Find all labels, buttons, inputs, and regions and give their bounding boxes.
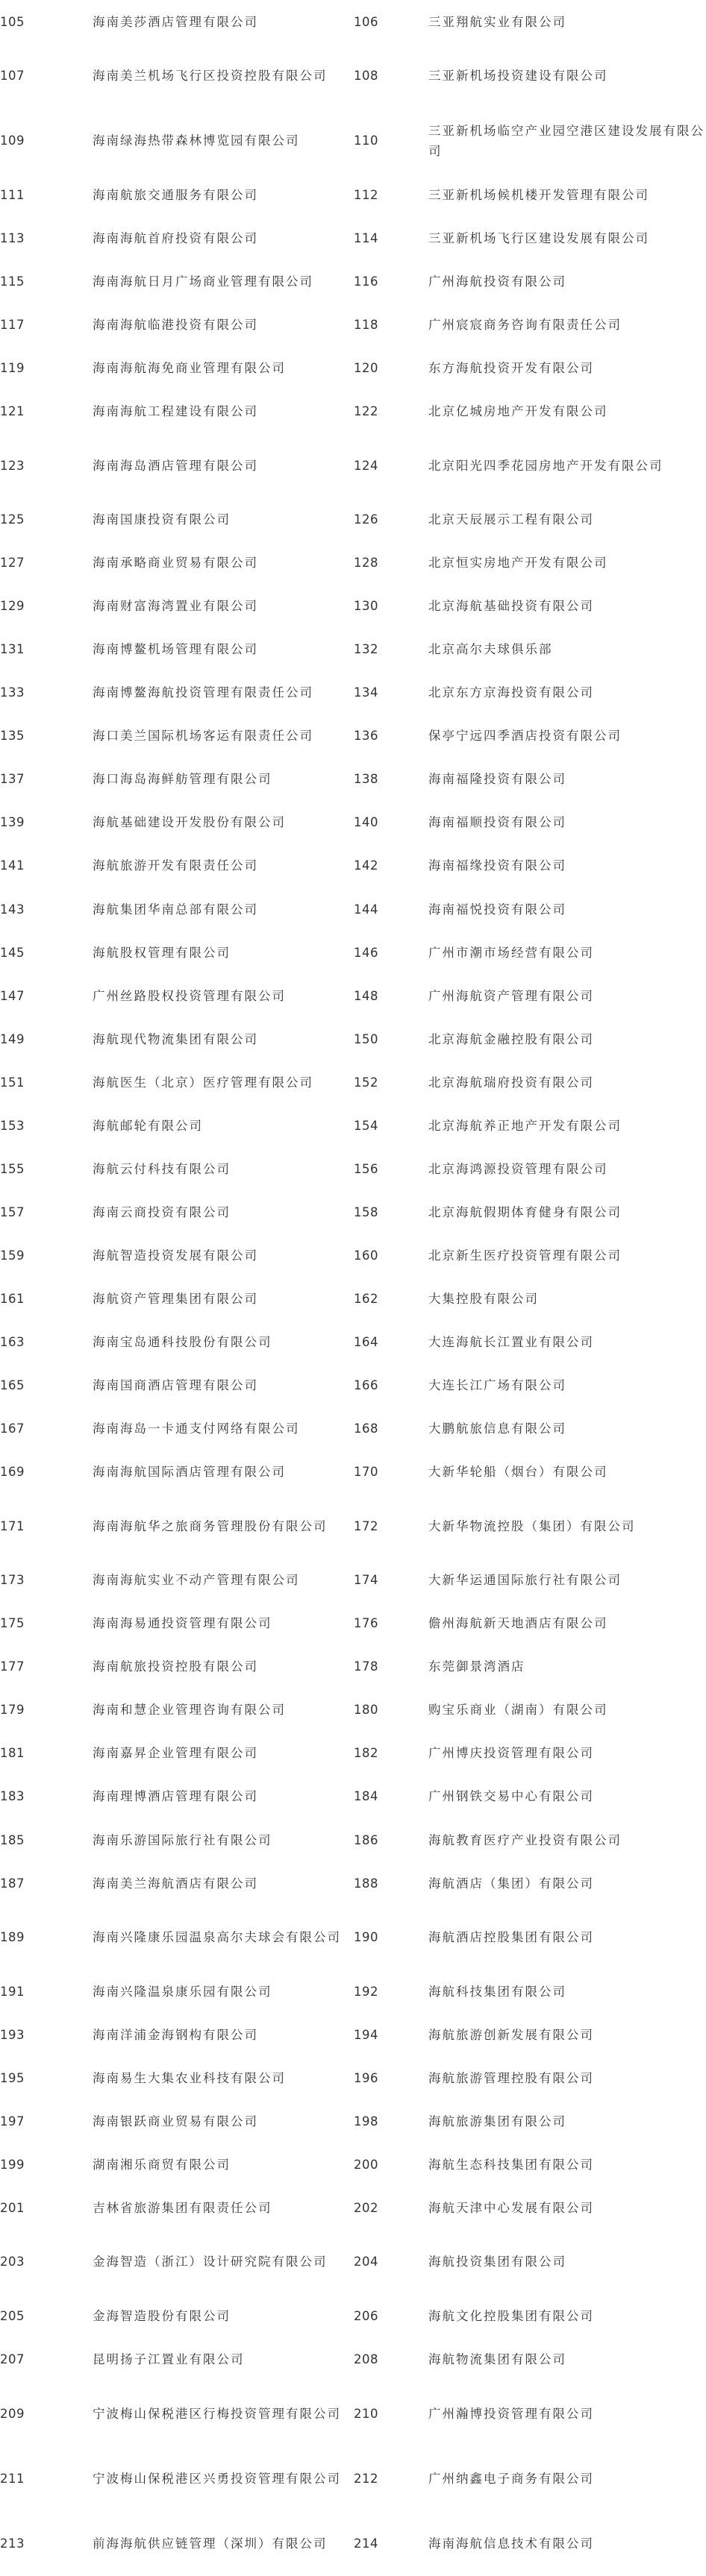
left-number: 105: [0, 14, 25, 29]
left-company-name: 广州丝路股权投资管理有限公司: [93, 988, 286, 1003]
left-number: 119: [0, 360, 25, 375]
table-row: [0, 2446, 706, 2511]
table-row: [0, 260, 706, 303]
table-row: [0, 2056, 706, 2099]
left-number: 111: [0, 187, 25, 202]
right-company-name: 海航生态科技集团有限公司: [428, 2157, 594, 2172]
right-number: 124: [354, 458, 378, 473]
left-company-name: 海南海航日月广场商业管理有限公司: [93, 274, 313, 289]
left-number: 137: [0, 772, 25, 787]
left-company-name: 海航医生（北京）医疗管理有限公司: [93, 1075, 313, 1090]
table-row: [0, 1559, 706, 1602]
table-row: [0, 1234, 706, 1277]
table-row: [0, 541, 706, 585]
left-number: 163: [0, 1334, 25, 1349]
right-number: 210: [354, 2406, 378, 2421]
left-number: 181: [0, 1746, 25, 1761]
table-row: [0, 0, 706, 43]
right-company-name: 北京海航瑞府投资有限公司: [428, 1075, 594, 1090]
table-row: [0, 216, 706, 260]
left-number: 169: [0, 1465, 25, 1480]
right-number: 142: [354, 858, 378, 873]
left-company-name: 海南绿海热带森林博览园有限公司: [93, 133, 300, 148]
right-number: 184: [354, 1789, 378, 1804]
right-number: 116: [354, 274, 378, 289]
left-company-name: 海南云商投资有限公司: [93, 1204, 231, 1219]
right-number: 146: [354, 945, 378, 960]
table-row: [0, 1688, 706, 1732]
table-row: [0, 346, 706, 389]
left-number: 187: [0, 1876, 25, 1891]
left-number: 107: [0, 69, 25, 84]
right-company-name: 海南福隆投资有限公司: [428, 772, 566, 787]
left-number: 147: [0, 988, 25, 1003]
right-number: 190: [354, 1930, 378, 1945]
left-company-name: 海南航旅投资控股有限公司: [93, 1659, 258, 1674]
table-row: [0, 1775, 706, 1818]
right-company-name: 海南福顺投资有限公司: [428, 815, 566, 830]
right-company-name: 海航旅游管理控股有限公司: [428, 2070, 594, 2085]
left-number: 183: [0, 1789, 25, 1804]
right-company-name: 三亚新机场飞行区建设发展有限公司: [428, 230, 649, 245]
left-company-name: 昆明扬子江置业有限公司: [93, 2352, 245, 2367]
table-row: [0, 1818, 706, 1862]
left-number: 117: [0, 317, 25, 332]
left-number: 203: [0, 2255, 25, 2269]
table-row: [0, 1645, 706, 1688]
right-number: 128: [354, 556, 378, 571]
table-row: [0, 1364, 706, 1407]
right-number: 152: [354, 1075, 378, 1090]
right-number: 148: [354, 988, 378, 1003]
right-number: 174: [354, 1573, 378, 1588]
table-row: [0, 43, 706, 108]
left-company-name: 海南海航国际酒店管理有限公司: [93, 1465, 286, 1480]
left-number: 159: [0, 1248, 25, 1263]
table-row: [0, 1407, 706, 1451]
right-number: 214: [354, 2536, 378, 2551]
right-number: 204: [354, 2255, 378, 2269]
right-company-name: 海航教育医疗产业投资有限公司: [428, 1832, 622, 1847]
right-company-name: 北京天辰展示工程有限公司: [428, 512, 594, 527]
left-company-name: 海南宝岛通科技股份有限公司: [93, 1334, 272, 1349]
left-company-name: 海航旅游开发有限责任公司: [93, 858, 258, 873]
right-company-name: 广州纳鑫电子商务有限公司: [428, 2471, 594, 2486]
right-company-name: 儋州海航新天地酒店有限公司: [428, 1616, 608, 1631]
left-company-name: 吉林省旅游集团有限责任公司: [93, 2200, 272, 2215]
left-company-name: 海航基础建设开发股份有限公司: [93, 815, 286, 830]
left-number: 145: [0, 945, 25, 960]
right-company-name: 大新华轮船（烟台）有限公司: [428, 1465, 608, 1480]
table-row: [0, 1602, 706, 1645]
left-number: 149: [0, 1031, 25, 1046]
left-number: 191: [0, 1984, 25, 1999]
left-number: 199: [0, 2157, 25, 2172]
left-company-name: 海航云付科技有限公司: [93, 1161, 231, 1176]
right-company-name: 大新华运通国际旅行社有限公司: [428, 1573, 622, 1588]
right-company-name: 海航科技集团有限公司: [428, 1984, 566, 1999]
right-company-name: 大连海航长江置业有限公司: [428, 1334, 594, 1349]
left-number: 205: [0, 2309, 25, 2324]
right-company-name: 广州海航资产管理有限公司: [428, 988, 594, 1003]
left-company-name: 海南博鳌海航投资管理有限责任公司: [93, 685, 313, 700]
right-company-name: 广州海航投资有限公司: [428, 274, 566, 289]
left-number: 185: [0, 1832, 25, 1847]
table-row: [0, 1970, 706, 2013]
right-number: 140: [354, 815, 378, 830]
right-company-name: 广州钢铁交易中心有限公司: [428, 1789, 594, 1804]
table-row: [0, 2013, 706, 2056]
right-company-name: 三亚新机场投资建设有限公司: [428, 69, 608, 84]
right-company-name: 北京海航养正地产开发有限公司: [428, 1118, 622, 1133]
left-number: 161: [0, 1291, 25, 1306]
right-company-name: 大集控股有限公司: [428, 1291, 539, 1306]
right-company-name: 广州宸宸商务咨询有限责任公司: [428, 317, 622, 332]
left-number: 139: [0, 815, 25, 830]
left-number: 213: [0, 2536, 25, 2551]
right-number: 134: [354, 685, 378, 700]
left-company-name: 海航资产管理集团有限公司: [93, 1291, 258, 1306]
left-number: 127: [0, 556, 25, 571]
right-number: 126: [354, 512, 378, 527]
table-row: [0, 931, 706, 974]
right-company-name: 海南海航信息技术有限公司: [428, 2536, 594, 2551]
left-number: 125: [0, 512, 25, 527]
table-row: [0, 714, 706, 758]
left-company-name: 海南兴隆温泉康乐园有限公司: [93, 1984, 272, 1999]
left-number: 129: [0, 599, 25, 614]
right-number: 170: [354, 1465, 378, 1480]
left-company-name: 湖南湘乐商贸有限公司: [93, 2157, 231, 2172]
left-number: 165: [0, 1378, 25, 1393]
left-company-name: 海南国康投资有限公司: [93, 512, 231, 527]
left-company-name: 海航股权管理有限公司: [93, 945, 231, 960]
right-company-name: 北京海航金融控股有限公司: [428, 1031, 594, 1046]
left-company-name: 海南银跃商业贸易有限公司: [93, 2114, 258, 2129]
right-number: 176: [354, 1616, 378, 1631]
table-row: [0, 844, 706, 888]
left-number: 121: [0, 403, 25, 418]
table-row: [0, 671, 706, 714]
right-number: 106: [354, 14, 378, 29]
left-number: 133: [0, 685, 25, 700]
right-number: 168: [354, 1421, 378, 1436]
right-number: 166: [354, 1378, 378, 1393]
left-number: 207: [0, 2352, 25, 2367]
table-row: [0, 888, 706, 931]
left-company-name: 海南承略商业贸易有限公司: [93, 556, 258, 571]
right-number: 158: [354, 1204, 378, 1219]
right-company-name: 北京阳光四季花园房地产开发有限公司: [428, 458, 663, 473]
right-company-name: 海航旅游创新发展有限公司: [428, 2027, 594, 2042]
right-number: 120: [354, 360, 378, 375]
right-number: 112: [354, 187, 378, 202]
right-number: 150: [354, 1031, 378, 1046]
left-company-name: 海南兴隆康乐园温泉高尔夫球会有限公司: [93, 1930, 341, 1945]
left-number: 167: [0, 1421, 25, 1436]
table-row: [0, 498, 706, 541]
left-number: 141: [0, 858, 25, 873]
right-number: 164: [354, 1334, 378, 1349]
table-row: [0, 1017, 706, 1061]
left-company-name: 海航现代物流集团有限公司: [93, 1031, 258, 1046]
table-row: [0, 1494, 706, 1559]
left-company-name: 海南嘉昇企业管理有限公司: [93, 1746, 258, 1761]
right-company-name: 广州市潮市场经营有限公司: [428, 945, 594, 960]
right-company-name: 海航物流集团有限公司: [428, 2352, 566, 2367]
left-number: 131: [0, 642, 25, 657]
table-row: [0, 1277, 706, 1320]
right-number: 110: [354, 133, 378, 148]
table-row: [0, 628, 706, 671]
left-number: 153: [0, 1118, 25, 1133]
left-company-name: 海南美莎酒店管理有限公司: [93, 14, 258, 29]
right-number: 108: [354, 69, 378, 84]
left-number: 173: [0, 1573, 25, 1588]
table-row: [0, 2186, 706, 2229]
left-company-name: 海口美兰国际机场客运有限责任公司: [93, 729, 313, 744]
left-number: 123: [0, 458, 25, 473]
table-row: [0, 1190, 706, 1234]
left-number: 175: [0, 1616, 25, 1631]
right-company-name: 北京恒实房地产开发有限公司: [428, 556, 608, 571]
right-company-name: 三亚新机场临空产业园空港区建设发展有限公司: [428, 123, 705, 158]
table-row: [0, 108, 706, 173]
right-number: 162: [354, 1291, 378, 1306]
left-company-name: 海南海航临港投资有限公司: [93, 317, 258, 332]
right-number: 212: [354, 2471, 378, 2486]
right-number: 194: [354, 2027, 378, 2042]
right-number: 172: [354, 1518, 378, 1533]
right-number: 156: [354, 1161, 378, 1176]
left-number: 179: [0, 1703, 25, 1718]
right-number: 202: [354, 2200, 378, 2215]
left-company-name: 海南理博酒店管理有限公司: [93, 1789, 258, 1804]
left-number: 189: [0, 1930, 25, 1945]
right-company-name: 三亚新机场候机楼开发管理有限公司: [428, 187, 649, 202]
table-row: [0, 2381, 706, 2446]
right-company-name: 海航天津中心发展有限公司: [428, 2200, 594, 2215]
table-row: [0, 1732, 706, 1775]
left-company-name: 海南海航华之旅商务管理股份有限公司: [93, 1518, 328, 1533]
left-company-name: 宁波梅山保税港区兴勇投资管理有限公司: [93, 2471, 341, 2486]
table-row: [0, 303, 706, 346]
left-number: 115: [0, 274, 25, 289]
right-number: 200: [354, 2157, 378, 2172]
right-company-name: 北京亿城房地产开发有限公司: [428, 403, 608, 418]
right-number: 192: [354, 1984, 378, 1999]
left-company-name: 海南海岛酒店管理有限公司: [93, 458, 258, 473]
left-company-name: 海南博鳌机场管理有限公司: [93, 642, 258, 657]
left-number: 193: [0, 2027, 25, 2042]
left-company-name: 海南海航实业不动产管理有限公司: [93, 1573, 300, 1588]
left-company-name: 海南美兰机场飞行区投资控股有限公司: [93, 69, 328, 84]
right-company-name: 北京海航假期体育健身有限公司: [428, 1204, 622, 1219]
right-number: 178: [354, 1659, 378, 1674]
right-number: 136: [354, 729, 378, 744]
left-number: 151: [0, 1075, 25, 1090]
table-row: [0, 801, 706, 844]
table-row: [0, 2295, 706, 2338]
table-row: [0, 2099, 706, 2143]
right-number: 208: [354, 2352, 378, 2367]
table-row: [0, 974, 706, 1017]
left-company-name: 海南易生大集农业科技有限公司: [93, 2070, 286, 2085]
table-row: [0, 2229, 706, 2294]
right-number: 144: [354, 902, 378, 917]
right-number: 118: [354, 317, 378, 332]
table-row: [0, 1451, 706, 1494]
right-company-name: 海航旅游集团有限公司: [428, 2114, 566, 2129]
right-number: 122: [354, 403, 378, 418]
right-company-name: 北京海鸿源投资管理有限公司: [428, 1161, 608, 1176]
left-company-name: 金海智造股份有限公司: [93, 2309, 231, 2324]
table-row: [0, 2511, 706, 2576]
left-number: 209: [0, 2406, 25, 2421]
right-company-name: 海航文化控股集团有限公司: [428, 2309, 594, 2324]
right-company-name: 北京高尔夫球俱乐部: [428, 642, 553, 657]
left-company-name: 海南海易通投资管理有限公司: [93, 1616, 272, 1631]
right-number: 114: [354, 230, 378, 245]
left-company-name: 海航集团华南总部有限公司: [93, 902, 258, 917]
left-company-name: 宁波梅山保税港区行梅投资管理有限公司: [93, 2406, 341, 2421]
left-company-name: 海航智造投资发展有限公司: [93, 1248, 258, 1263]
right-number: 154: [354, 1118, 378, 1133]
right-company-name: 海南福悦投资有限公司: [428, 902, 566, 917]
right-number: 198: [354, 2114, 378, 2129]
right-number: 160: [354, 1248, 378, 1263]
left-company-name: 海南海航首府投资有限公司: [93, 230, 258, 245]
table-row: [0, 1147, 706, 1190]
right-company-name: 海航投资集团有限公司: [428, 2255, 566, 2269]
left-number: 155: [0, 1161, 25, 1176]
right-company-name: 三亚翔航实业有限公司: [428, 14, 566, 29]
right-company-name: 东方海航投资开发有限公司: [428, 360, 594, 375]
left-number: 171: [0, 1518, 25, 1533]
right-number: 196: [354, 2070, 378, 2085]
left-company-name: 海南乐游国际旅行社有限公司: [93, 1832, 272, 1847]
left-company-name: 前海海航供应链管理（深圳）有限公司: [93, 2536, 328, 2551]
left-number: 211: [0, 2471, 25, 2486]
right-company-name: 北京海航基础投资有限公司: [428, 599, 594, 614]
right-company-name: 北京新生医疗投资管理有限公司: [428, 1248, 622, 1263]
right-company-name: 大连长江广场有限公司: [428, 1378, 566, 1393]
left-number: 113: [0, 230, 25, 245]
right-company-name: 大鹏航旅信息有限公司: [428, 1421, 566, 1436]
table-row: [0, 1061, 706, 1104]
table-row: [0, 433, 706, 497]
left-company-name: 海南国商酒店管理有限公司: [93, 1378, 258, 1393]
table-row: [0, 1104, 706, 1147]
left-number: 195: [0, 2070, 25, 2085]
right-company-name: 购宝乐商业（湖南）有限公司: [428, 1703, 608, 1718]
left-number: 157: [0, 1204, 25, 1219]
right-company-name: 保亭宁远四季酒店投资有限公司: [428, 729, 622, 744]
left-company-name: 海南和慧企业管理咨询有限公司: [93, 1703, 286, 1718]
right-number: 188: [354, 1876, 378, 1891]
right-company-name: 广州博庆投资管理有限公司: [428, 1746, 594, 1761]
right-company-name: 海南福缘投资有限公司: [428, 858, 566, 873]
left-number: 135: [0, 729, 25, 744]
left-company-name: 海南海岛一卡通支付网络有限公司: [93, 1421, 300, 1436]
right-number: 182: [354, 1746, 378, 1761]
table-row: [0, 1862, 706, 1905]
left-company-name: 海南美兰海航酒店有限公司: [93, 1876, 258, 1891]
left-company-name: 金海智造（浙江）设计研究院有限公司: [93, 2255, 328, 2269]
table-row: [0, 1905, 706, 1970]
left-number: 197: [0, 2114, 25, 2129]
table-row: [0, 1320, 706, 1363]
left-number: 109: [0, 133, 25, 148]
table-row: [0, 173, 706, 216]
right-number: 206: [354, 2309, 378, 2324]
left-company-name: 海口海岛海鲜舫管理有限公司: [93, 772, 272, 787]
table-row: [0, 758, 706, 801]
left-company-name: 海航邮轮有限公司: [93, 1118, 203, 1133]
right-company-name: 北京东方京海投资有限公司: [428, 685, 594, 700]
right-company-name: 大新华物流控股（集团）有限公司: [428, 1518, 636, 1533]
right-company-name: 海航酒店控股集团有限公司: [428, 1930, 594, 1945]
table-row: [0, 389, 706, 433]
table-row: [0, 585, 706, 628]
right-company-name: 海航酒店（集团）有限公司: [428, 1876, 594, 1891]
left-number: 143: [0, 902, 25, 917]
right-company-name: 东莞御景湾酒店: [428, 1659, 525, 1674]
left-company-name: 海南海航海免商业管理有限公司: [93, 360, 286, 375]
table-row: [0, 2143, 706, 2186]
right-number: 186: [354, 1832, 378, 1847]
left-number: 177: [0, 1659, 25, 1674]
right-number: 130: [354, 599, 378, 614]
left-number: 201: [0, 2200, 25, 2215]
right-company-name: 广州瀚博投资管理有限公司: [428, 2406, 594, 2421]
left-company-name: 海南财富海湾置业有限公司: [93, 599, 258, 614]
right-number: 132: [354, 642, 378, 657]
left-company-name: 海南海航工程建设有限公司: [93, 403, 258, 418]
left-company-name: 海南航旅交通服务有限公司: [93, 187, 258, 202]
table-row: [0, 2338, 706, 2381]
right-number: 180: [354, 1703, 378, 1718]
right-number: 138: [354, 772, 378, 787]
left-company-name: 海南洋浦金海钢构有限公司: [93, 2027, 258, 2042]
